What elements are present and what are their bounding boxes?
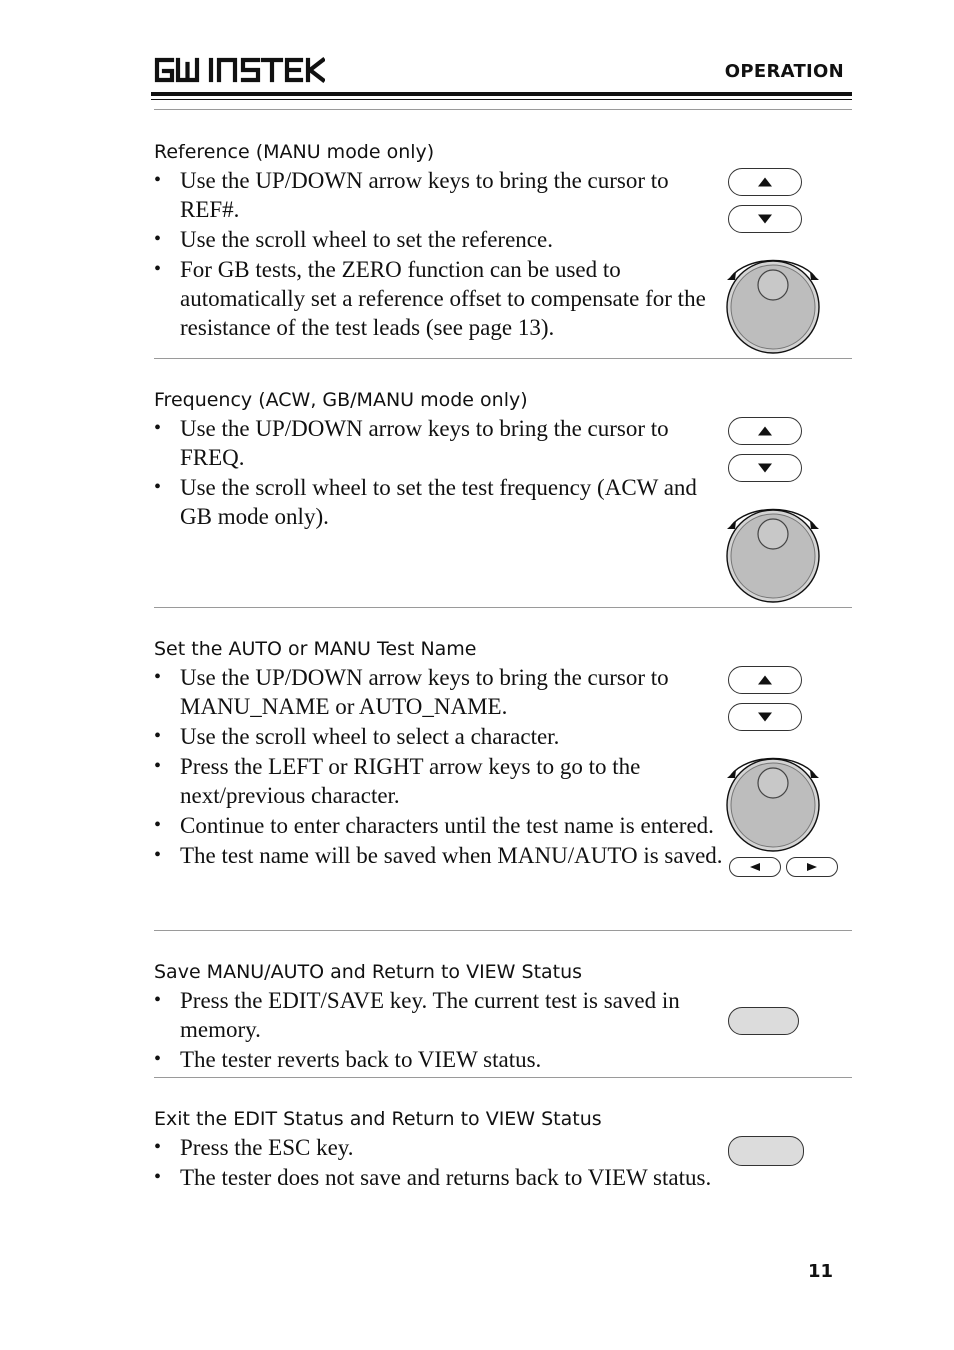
bullet-item: • Press the ESC key. (154, 1133, 724, 1162)
header-rule-thin (151, 99, 852, 100)
left-arrow-icon (750, 863, 760, 871)
bullet-item: • The tester reverts back to VIEW status. (154, 1045, 724, 1074)
bullet-item: • The test name will be saved when MANU/AUTO is saved. (154, 841, 724, 870)
up-arrow-key[interactable] (728, 666, 802, 694)
up-arrow-icon (758, 178, 772, 187)
frequency-section (154, 387, 724, 532)
bullet-item: • Use the scroll wheel to set the reference. (154, 225, 724, 254)
esc-key[interactable] (728, 1136, 804, 1166)
down-arrow-key[interactable] (728, 703, 802, 731)
section-divider (154, 109, 852, 110)
right-arrow-icon (807, 863, 817, 871)
bullet-item: • Use the scroll wheel to select a character. (154, 722, 724, 751)
right-arrow-key[interactable] (786, 857, 838, 877)
bullet-item: • Use the UP/DOWN arrow keys to bring the cursor to REF#. (154, 166, 724, 224)
down-arrow-icon (758, 464, 772, 473)
page-number: 11 (807, 1261, 833, 1282)
bullet-item: • Press the EDIT/SAVE key. The current test is saved in memory. (154, 986, 724, 1044)
bullet-item: • Use the UP/DOWN arrow keys to bring the cursor to MANU_NAME or AUTO_NAME. (154, 663, 724, 721)
section-divider (154, 358, 852, 359)
section-title: Frequency (ACW, GB/MANU mode only) (154, 389, 528, 411)
exit-section (154, 1106, 724, 1193)
scroll-wheel-icon[interactable] (723, 748, 823, 854)
scroll-wheel-icon[interactable] (723, 250, 823, 356)
bullet-item: • Press the LEFT or RIGHT arrow keys to go to the next/previous character. (154, 752, 724, 810)
bullet-item: • For GB tests, the ZERO function can be used to automatically set a reference offset to compensate for the resistance of the test leads (see page 13). (154, 255, 724, 342)
up-arrow-icon (758, 427, 772, 436)
section-title: Set the AUTO or MANU Test Name (154, 638, 477, 660)
section-title: Reference (MANU mode only) (154, 141, 435, 163)
bullet-item: • Use the UP/DOWN arrow keys to bring the cursor to FREQ. (154, 414, 724, 472)
section-title: Save MANU/AUTO and Return to VIEW Status (154, 961, 583, 983)
up-arrow-key[interactable] (728, 417, 802, 445)
up-arrow-key[interactable] (728, 168, 802, 196)
down-arrow-icon (758, 215, 772, 224)
scroll-wheel-icon[interactable] (723, 499, 823, 605)
section-divider (154, 1077, 852, 1078)
save-section (154, 959, 724, 1075)
bullet-item: • The tester does not save and returns back to VIEW status. (154, 1163, 724, 1192)
gw-instek-logo (153, 56, 325, 84)
section-divider (154, 930, 852, 931)
reference-section (154, 139, 724, 343)
left-arrow-key[interactable] (729, 857, 781, 877)
down-arrow-key[interactable] (728, 454, 802, 482)
down-arrow-icon (758, 713, 772, 722)
header-rule (151, 92, 852, 96)
bullet-item: • Use the scroll wheel to set the test frequency (ACW and GB mode only). (154, 473, 724, 531)
test-name-section (154, 636, 724, 871)
up-arrow-icon (758, 676, 772, 685)
section-divider (154, 607, 852, 608)
down-arrow-key[interactable] (728, 205, 802, 233)
bullet-item: • Continue to enter characters until the test name is entered. (154, 811, 724, 840)
edit-save-key[interactable] (728, 1007, 799, 1035)
section-label: OPERATION (724, 61, 844, 82)
section-title: Exit the EDIT Status and Return to VIEW Status (154, 1108, 602, 1130)
